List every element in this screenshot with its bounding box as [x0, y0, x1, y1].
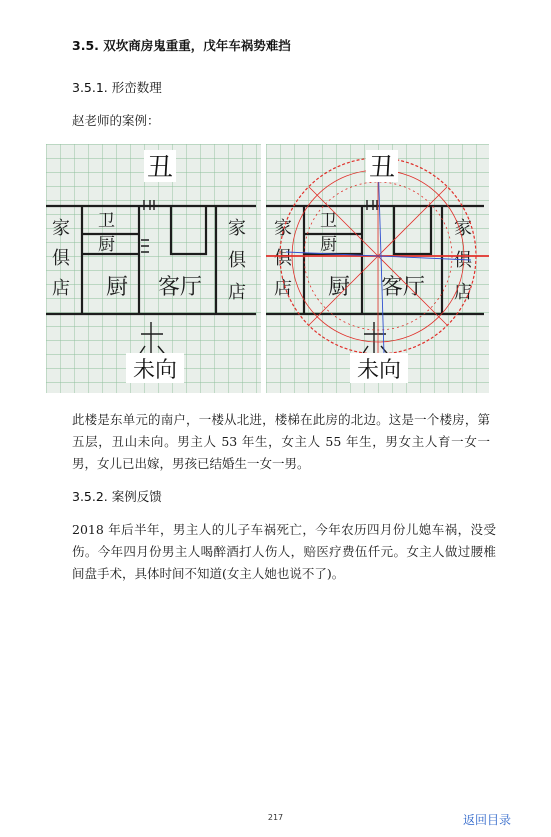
svg-text:俱: 俱	[454, 250, 472, 271]
side-label-left-2: 俱	[52, 248, 70, 269]
right-bottom-label: 未向	[356, 358, 402, 383]
left-top-label: 丑	[146, 153, 174, 183]
right-top-label: 丑	[368, 153, 396, 183]
svg-text:厨: 厨	[320, 235, 337, 255]
floorplan-photo-left	[46, 144, 261, 393]
side-label-right-2: 俱	[228, 250, 246, 271]
svg-text:店: 店	[454, 282, 472, 303]
svg-text:卫: 卫	[320, 211, 337, 231]
svg-text:家: 家	[274, 218, 292, 239]
page-number: 217	[267, 813, 284, 822]
svg-text:店: 店	[274, 278, 292, 299]
side-label-left-1: 家	[52, 218, 70, 239]
side-label-left-3: 店	[52, 278, 70, 299]
case-label: 赵老师的案例：	[72, 113, 160, 128]
svg-text:家: 家	[454, 218, 472, 239]
return-to-toc-link[interactable]: 返回目录	[462, 813, 511, 827]
paragraph-case-feedback: 2018 年后半年，男主人的儿子车祸死亡，今年农历四月份儿媳车祸，没受伤。今年四月份男主人喝醉酒打人伤人，赔医疗费伍仟元。女主人做过腰椎间盘手术，具体时间不知道(女主人她也说不了)。	[72, 522, 496, 581]
room-label-living-room: 客厅	[158, 275, 203, 300]
room-label-kitchen: 厨	[98, 235, 115, 255]
side-label-right-1: 家	[228, 218, 246, 239]
paragraph-case-description: 此楼是东单元的南户，一楼从北进，楼梯在此房的北边。这是一个楼房，第五层，丑山未向。男主人 53 年生，女主人 55 年生，男女主人育一女一男，女儿已出嫁，男孩已结婚生一女一男。	[72, 412, 490, 471]
side-label-right-3: 店	[228, 282, 246, 303]
svg-text:俱: 俱	[274, 248, 292, 269]
section-heading: 3.5. 双坎商房鬼重重，戊年车祸势难挡	[72, 38, 291, 53]
subsection-heading-shape-numbers: 3.5.1. 形峦数理	[72, 80, 162, 95]
subsection-heading-feedback: 3.5.2. 案例反馈	[72, 489, 162, 504]
svg-text:厨: 厨	[328, 275, 351, 300]
room-label-kitchen-large: 厨	[106, 275, 129, 300]
room-label-bathroom: 卫	[98, 211, 115, 231]
left-bottom-label: 未向	[132, 358, 178, 383]
floorplan-photo-right	[266, 144, 489, 393]
svg-text:客厅: 客厅	[381, 275, 426, 300]
